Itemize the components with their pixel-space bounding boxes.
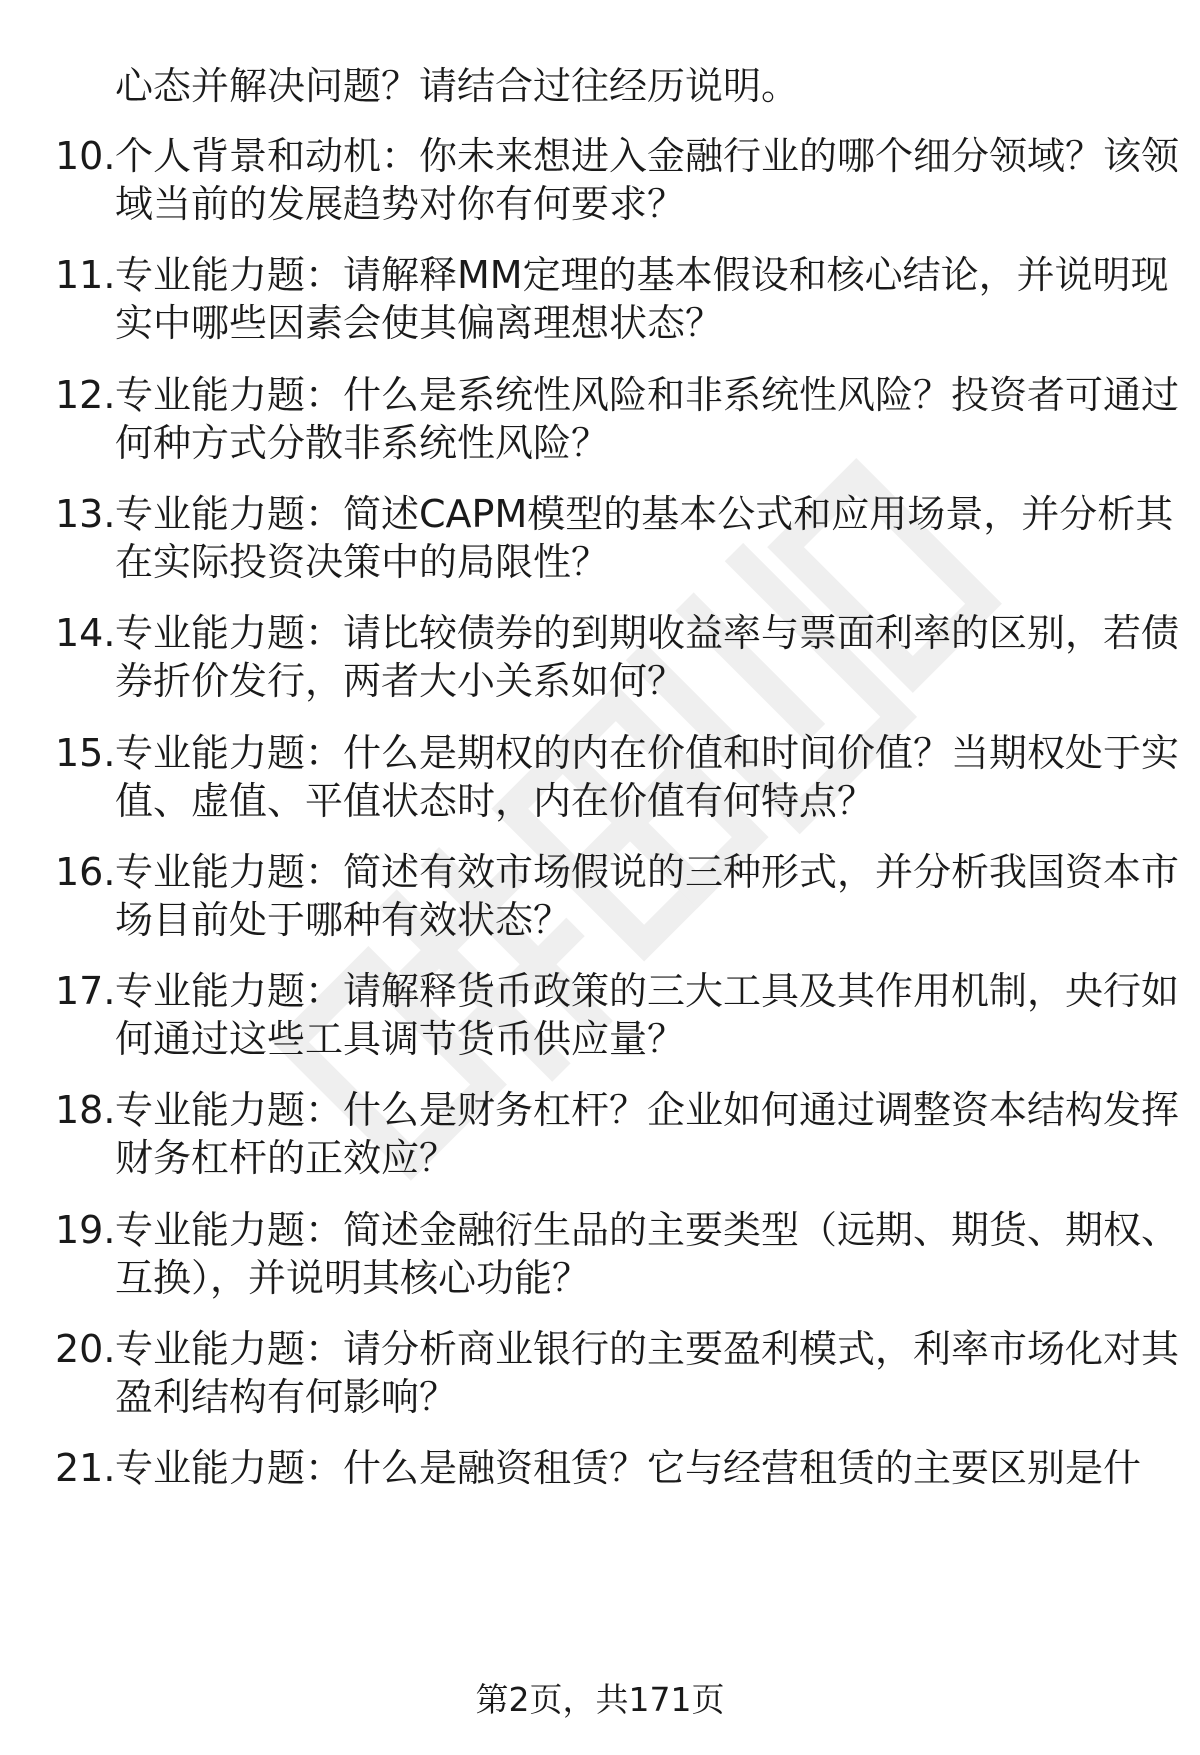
question-number: 18. xyxy=(55,1088,116,1132)
question-text-line2: 场目前处于哪种有效状态？ xyxy=(115,898,572,942)
question-text-line2: 盈利结构有何影响？ xyxy=(115,1375,458,1419)
question-text-line2: 何通过这些工具调节货币供应量？ xyxy=(115,1017,686,1061)
page-footer: 第2页，共171页 xyxy=(475,1680,725,1719)
question-text-line2: 互换），并说明其核心功能？ xyxy=(115,1256,591,1300)
question-text-line2: 值、虚值、平值状态时，内在价值有何特点？ xyxy=(115,779,876,823)
question-text-line1: 专业能力题：简述CAPM模型的基本公式和应用场景，并分析其 xyxy=(115,492,1174,536)
question-text-line1: 专业能力题：请分析商业银行的主要盈利模式，利率市场化对其 xyxy=(115,1327,1180,1371)
question-text-line1: 专业能力题：简述金融衍生品的主要类型（远期、期货、期权、 xyxy=(115,1208,1180,1252)
continued-text-line: 心态并解决问题？请结合过往经历说明。 xyxy=(115,64,800,108)
question-number: 15. xyxy=(55,731,116,775)
question-text-line1: 个人背景和动机：你未来想进入金融行业的哪个细分领域？该领 xyxy=(115,134,1180,178)
question-number: 10. xyxy=(55,134,116,178)
question-text-line2: 何种方式分散非系统性风险？ xyxy=(115,421,610,465)
question-number: 16. xyxy=(55,850,116,894)
question-text-line1: 专业能力题：请比较债券的到期收益率与票面利率的区别，若债 xyxy=(115,611,1180,655)
question-number: 13. xyxy=(55,492,116,536)
question-text-line1: 专业能力题：请解释MM定理的基本假设和核心结论，并说明现 xyxy=(115,253,1169,297)
question-number: 14. xyxy=(55,611,116,655)
question-text-line1: 专业能力题：什么是财务杠杆？企业如何通过调整资本结构发挥 xyxy=(115,1088,1180,1132)
question-text-line2: 实中哪些因素会使其偏离理想状态？ xyxy=(115,301,724,345)
question-text-line1: 专业能力题：什么是期权的内在价值和时间价值？当期权处于实 xyxy=(115,731,1180,775)
question-text-line1: 专业能力题：请解释货币政策的三大工具及其作用机制，央行如 xyxy=(115,969,1180,1013)
question-number: 19. xyxy=(55,1208,116,1252)
question-number: 12. xyxy=(55,373,116,417)
question-number: 21. xyxy=(55,1446,116,1490)
question-number: 11. xyxy=(55,253,116,297)
question-number: 20. xyxy=(55,1327,116,1371)
question-text-line1: 专业能力题：简述有效市场假说的三种形式，并分析我国资本市 xyxy=(115,850,1180,894)
question-text-line1: 专业能力题：什么是融资租赁？它与经营租赁的主要区别是什 xyxy=(115,1446,1142,1490)
question-text-line2: 在实际投资决策中的局限性？ xyxy=(115,540,610,584)
question-text-line2: 券折价发行，两者大小关系如何？ xyxy=(115,659,686,703)
question-text-line2: 财务杠杆的正效应？ xyxy=(115,1136,458,1180)
question-text-line2: 域当前的发展趋势对你有何要求？ xyxy=(115,182,686,226)
question-number: 17. xyxy=(55,969,116,1013)
question-text-line1: 专业能力题：什么是系统性风险和非系统性风险？投资者可通过 xyxy=(115,373,1180,417)
